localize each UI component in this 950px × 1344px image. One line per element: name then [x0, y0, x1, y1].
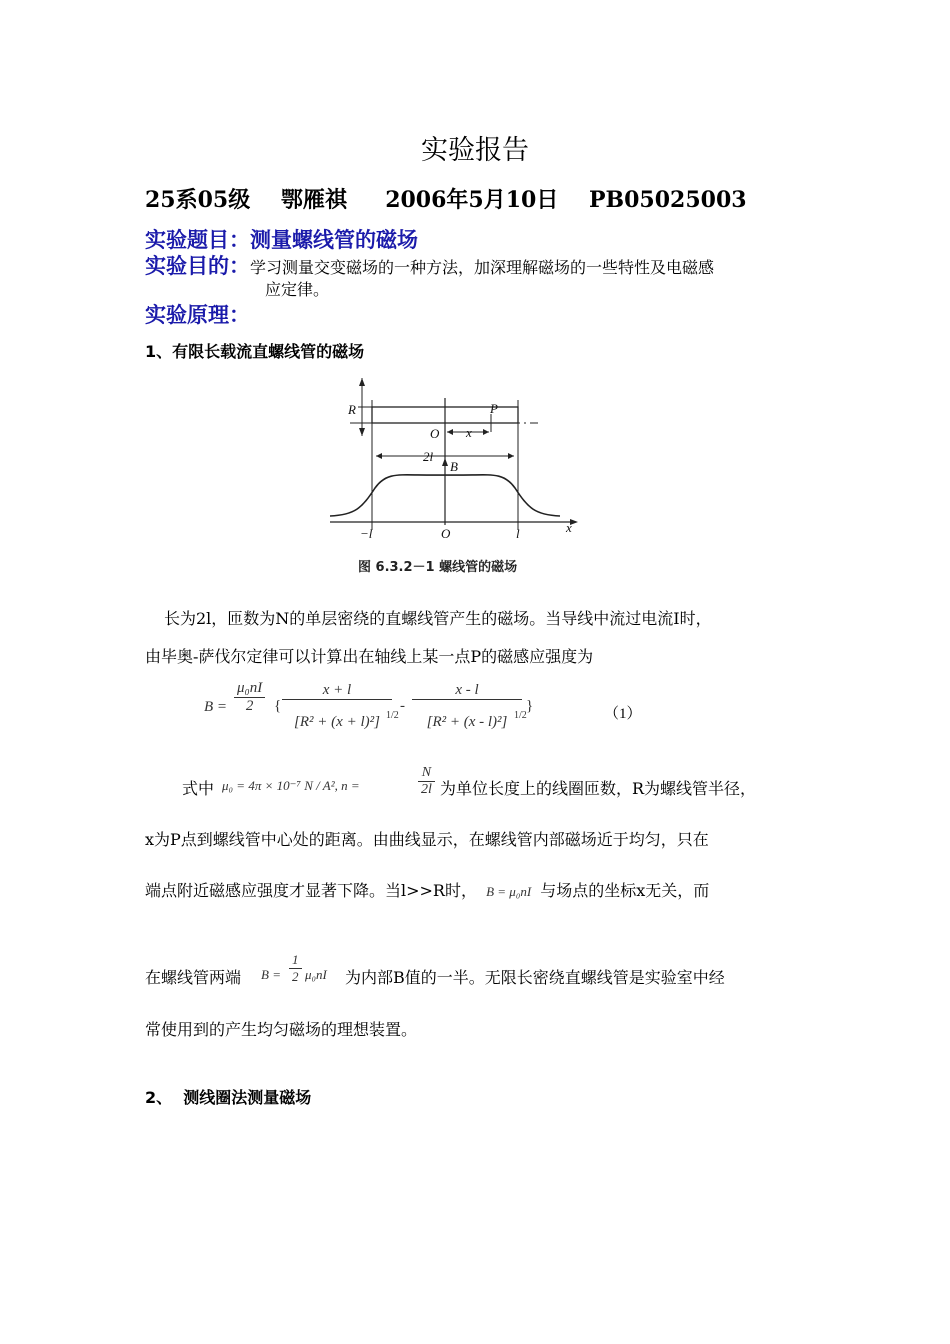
paragraph2-line2: x为P点到螺线管中心处的距离。由曲线显示，在螺线管内部磁场近于均匀，只在: [145, 830, 709, 849]
eq-minus: -: [400, 698, 405, 714]
eq-term2: [412, 682, 522, 731]
eq-coef-den: 2: [245, 698, 254, 714]
p2-line4-formula-post: μ₀nI: [305, 967, 327, 982]
eq-close-brace: }: [526, 698, 534, 714]
section2-heading: 2、 测线圈法测量磁场: [145, 1088, 312, 1107]
eq-term1: [282, 682, 392, 731]
label-2l: 2l: [423, 449, 434, 464]
eq-term2-exp: 1/2: [514, 710, 527, 721]
purpose-line1: 学习测量交变磁场的一种方法，加深理解磁场的一些特性及电磁感: [250, 258, 715, 277]
p2-n-num: N: [418, 765, 435, 782]
p2-line4-half-den: 2: [292, 969, 299, 984]
p2-n-den: 2l: [421, 782, 432, 797]
paragraph2-line1: [182, 765, 822, 810]
eq-term2-num: x - l: [412, 682, 522, 700]
page-title: 实验报告: [421, 135, 529, 166]
eq-term2-den: [R² + (x - l)²]: [426, 714, 508, 730]
figure-caption: 图 6.3.2－1 螺线管的磁场: [358, 560, 518, 575]
p2-mu0-formula: μ₀ = 4π × 10⁻⁷ N / A², n =: [222, 778, 360, 793]
label-R: R: [348, 402, 356, 417]
p2-line4-b: 为内部B值的一半。无限长密绕直螺线管是实验室中经: [345, 968, 725, 987]
eq-term1-exp: 1/2: [386, 710, 399, 721]
p2-line4-half: [289, 952, 302, 985]
topic-label: 实验题目：: [145, 228, 250, 252]
label-P: P: [490, 401, 498, 416]
label-neg-l: −l: [360, 526, 373, 541]
eq-term1-den: [R² + (x + l)²]: [294, 714, 380, 730]
p2-line4-formula-pre: B =: [261, 967, 281, 982]
paragraph2-line5: 常使用到的产生均匀磁场的理想装置。: [145, 1020, 418, 1039]
equation-1: [204, 680, 642, 750]
purpose-label: 实验目的：: [145, 254, 250, 278]
label-B: B: [450, 459, 458, 474]
p2-line4-half-num: 1: [289, 952, 302, 969]
p2-line3-a: 端点附近磁感应强度才显著下降。当l>>R时，: [145, 881, 477, 900]
p2-suffix: 为单位长度上的线圈匝数，R为螺线管半径，: [440, 779, 757, 798]
eq-number: （1）: [604, 706, 642, 722]
p2-n-fraction: [418, 765, 435, 798]
p2-prefix: 式中: [182, 779, 215, 798]
report-header: [145, 183, 747, 214]
eq-term1-num: x + l: [282, 682, 392, 700]
p2-line3-b: 与场点的坐标x无关，而: [540, 881, 710, 900]
p2-line3-formula: B = μ₀nI: [486, 884, 532, 899]
purpose-block: [145, 250, 714, 280]
label-l: l: [516, 526, 520, 541]
student-id: PB05025003: [588, 187, 747, 213]
section1-heading: 1、有限长载流直螺线管的磁场: [145, 342, 365, 361]
student-name: 鄂雁祺: [280, 187, 347, 213]
label-O-top: O: [430, 426, 440, 441]
eq-coefficient: [234, 680, 265, 715]
label-x-distance: x: [466, 425, 472, 440]
report-date: 2006年5月10日: [385, 187, 559, 213]
class-info: 25系05级: [145, 187, 251, 213]
solenoid-figure: [320, 370, 590, 585]
label-O-bottom: O: [441, 526, 451, 541]
p2-line4-a: 在螺线管两端: [145, 968, 242, 987]
label-axis-x: x: [566, 520, 572, 535]
paragraph1-line2: 由毕奥-萨伐尔定律可以计算出在轴线上某一点P的磁感应强度为: [145, 647, 594, 666]
purpose-line2: 应定律。: [265, 280, 330, 299]
eq-lhs: B =: [204, 699, 228, 715]
eq-coef-num: μ₀nI: [234, 680, 265, 698]
paragraph2-line3: [145, 878, 810, 901]
topic-value: 测量螺线管的磁场: [250, 228, 418, 252]
paragraph2-line4: [145, 952, 810, 998]
paragraph1-line1: 长为2l，匝数为N的单层密绕的直螺线管产生的磁场。当导线中流过电流I时，: [164, 609, 712, 628]
eq-open-brace: {: [274, 698, 282, 714]
principle-label: 实验原理：: [145, 303, 250, 327]
